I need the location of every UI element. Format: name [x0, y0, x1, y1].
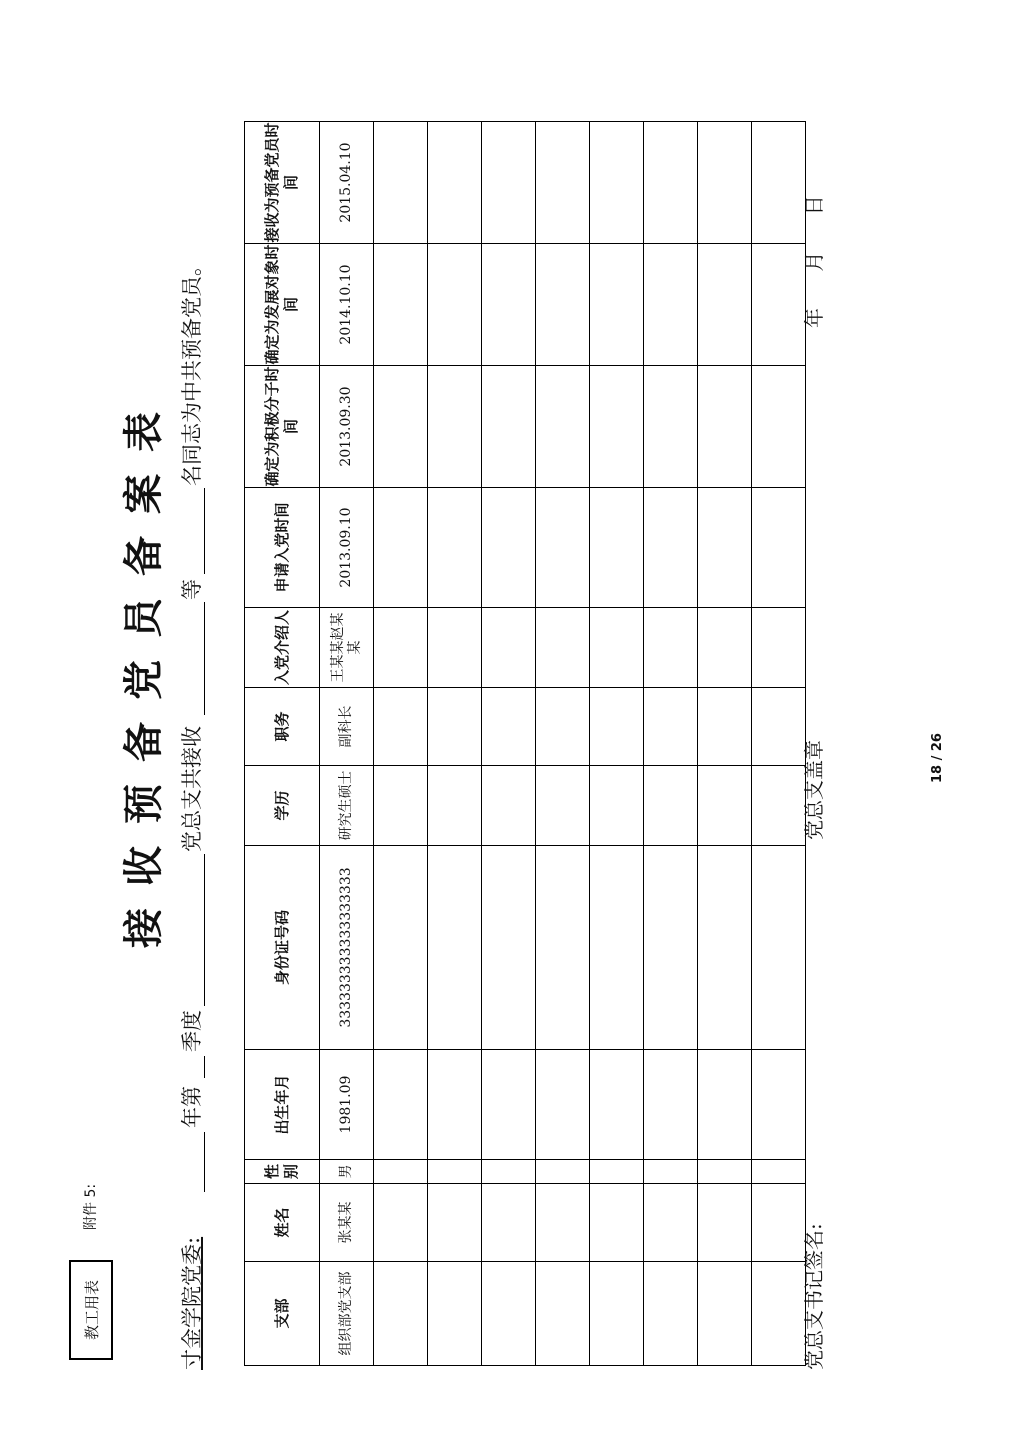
table-cell	[698, 688, 752, 766]
table-cell	[590, 688, 644, 766]
etc-label: 等	[180, 579, 204, 600]
table-cell	[428, 122, 482, 244]
table-cell	[482, 1184, 536, 1262]
table-cell	[374, 366, 428, 488]
table-cell	[374, 122, 428, 244]
count-blank	[204, 488, 205, 574]
table-cell	[482, 1262, 536, 1366]
table-cell	[698, 1184, 752, 1262]
table-cell	[482, 846, 536, 1050]
secretary-signature-label: 党总支书记签名:	[802, 1223, 826, 1370]
table-cell: 2013.09.10	[320, 488, 374, 608]
table-cell	[644, 846, 698, 1050]
table-cell	[698, 488, 752, 608]
table-cell	[374, 846, 428, 1050]
table-row	[590, 122, 644, 1366]
table-cell	[536, 488, 590, 608]
table-cell	[752, 1160, 806, 1184]
table-cell	[644, 488, 698, 608]
table-cell	[428, 688, 482, 766]
table-cell	[428, 846, 482, 1050]
table-cell	[536, 1160, 590, 1184]
table-cell	[698, 1262, 752, 1366]
table-row	[536, 122, 590, 1366]
table-cell	[644, 1184, 698, 1262]
table-row	[644, 122, 698, 1366]
table-cell	[374, 488, 428, 608]
table-cell	[752, 1050, 806, 1160]
table-cell: 张某某	[320, 1184, 374, 1262]
table-row	[320, 122, 374, 1366]
table-cell	[752, 608, 806, 688]
table-cell	[644, 244, 698, 366]
table-cell	[536, 244, 590, 366]
table-cell	[428, 1262, 482, 1366]
table-cell	[644, 688, 698, 766]
col-candidate-date: 确定为发展对象时间	[245, 244, 320, 366]
table-cell	[752, 366, 806, 488]
table-cell	[428, 1050, 482, 1160]
table-cell	[428, 1184, 482, 1262]
col-apply-date: 申请入党时间	[245, 488, 320, 608]
col-branch: 支部	[245, 1262, 320, 1366]
table-cell	[590, 488, 644, 608]
table-cell	[698, 244, 752, 366]
table-cell: 2014.10.10	[320, 244, 374, 366]
filing-table	[244, 121, 806, 1366]
table-cell	[590, 122, 644, 244]
table-cell	[374, 1160, 428, 1184]
table-cell	[590, 846, 644, 1050]
table-row	[482, 122, 536, 1366]
col-name: 姓名	[245, 1184, 320, 1262]
table-cell	[482, 244, 536, 366]
table-cell	[374, 244, 428, 366]
page-number: 18 / 26	[930, 733, 945, 783]
table-cell	[428, 1160, 482, 1184]
table-cell	[482, 608, 536, 688]
col-id-number: 身份证号码	[245, 846, 320, 1050]
table-cell	[590, 1160, 644, 1184]
table-cell	[482, 688, 536, 766]
col-gender: 性别	[245, 1160, 320, 1184]
table-cell	[644, 366, 698, 488]
table-cell	[374, 766, 428, 846]
table-cell	[482, 122, 536, 244]
staff-form-tag: 教工用表	[69, 1260, 113, 1360]
table-cell	[536, 1262, 590, 1366]
table-cell	[590, 244, 644, 366]
table-cell	[482, 1160, 536, 1184]
col-probation-date: 接收为预备党员时间	[245, 122, 320, 244]
table-cell	[536, 1184, 590, 1262]
table-cell	[644, 122, 698, 244]
table-cell	[428, 244, 482, 366]
receive-label: 党总支共接收	[180, 726, 204, 852]
date-label: 年 月 日	[802, 195, 826, 328]
col-activist-date: 确定为积极分子时间	[245, 366, 320, 488]
table-cell	[374, 1184, 428, 1262]
branch-blank	[204, 854, 205, 1006]
table-cell	[536, 766, 590, 846]
table-cell	[698, 846, 752, 1050]
table-cell	[698, 1160, 752, 1184]
table-cell: 男	[320, 1160, 374, 1184]
table-cell	[536, 122, 590, 244]
table-cell	[590, 766, 644, 846]
col-position: 职务	[245, 688, 320, 766]
party-committee-label: 寸金学院党委:	[180, 1236, 204, 1370]
table-cell: 2015.04.10	[320, 122, 374, 244]
col-introducer: 入党介绍人	[245, 608, 320, 688]
table-cell	[590, 608, 644, 688]
table-cell	[428, 488, 482, 608]
quarter-label: 季度	[180, 1010, 204, 1052]
table-cell	[374, 608, 428, 688]
table-cell	[698, 766, 752, 846]
table-cell	[644, 1160, 698, 1184]
table-cell	[698, 608, 752, 688]
table-cell	[536, 846, 590, 1050]
table-cell	[590, 1262, 644, 1366]
table-row	[374, 122, 428, 1366]
name-blank	[204, 602, 205, 715]
col-education: 学历	[245, 766, 320, 846]
table-cell	[590, 1184, 644, 1262]
table-cell	[536, 688, 590, 766]
year-blank	[204, 1132, 205, 1192]
table-row	[428, 122, 482, 1366]
table-row	[698, 122, 752, 1366]
table-cell: 组织部党支部	[320, 1262, 374, 1366]
table-cell	[374, 1050, 428, 1160]
table-cell	[428, 366, 482, 488]
table-cell	[590, 1050, 644, 1160]
table-cell: 1981.09	[320, 1050, 374, 1160]
table-cell	[644, 1050, 698, 1160]
seal-label: 党总支盖章	[802, 740, 826, 840]
table-cell	[698, 366, 752, 488]
table-cell	[428, 766, 482, 846]
table-cell	[482, 488, 536, 608]
col-birth: 出生年月	[245, 1050, 320, 1160]
table-cell: 2013.09.30	[320, 366, 374, 488]
table-cell	[374, 1262, 428, 1366]
table-cell	[698, 122, 752, 244]
table-cell	[644, 1262, 698, 1366]
page-title: 接收预备党员备案表	[121, 390, 167, 948]
table-cell	[482, 1050, 536, 1160]
table-cell	[536, 608, 590, 688]
table-cell	[536, 1050, 590, 1160]
table-cell	[752, 846, 806, 1050]
table-cell	[374, 688, 428, 766]
year-label: 年第	[180, 1086, 204, 1128]
table-cell: 王某某赵某某	[320, 608, 374, 688]
table-cell	[752, 488, 806, 608]
table-cell	[428, 608, 482, 688]
table-cell	[590, 366, 644, 488]
table-cell: 333333333333333333	[320, 846, 374, 1050]
table-cell: 研究生硕士	[320, 766, 374, 846]
table-cell	[482, 766, 536, 846]
attachment-label: 附件 5:	[83, 1183, 99, 1230]
quarter-blank	[204, 1056, 205, 1078]
table-cell	[644, 766, 698, 846]
table-cell	[698, 1050, 752, 1160]
table-cell: 副科长	[320, 688, 374, 766]
tail-label: 名同志为中共预备党员。	[180, 255, 204, 486]
table-cell	[644, 608, 698, 688]
table-cell	[482, 366, 536, 488]
table-cell	[536, 366, 590, 488]
filing-statement	[168, 70, 212, 1370]
table-header-row	[245, 122, 320, 1366]
